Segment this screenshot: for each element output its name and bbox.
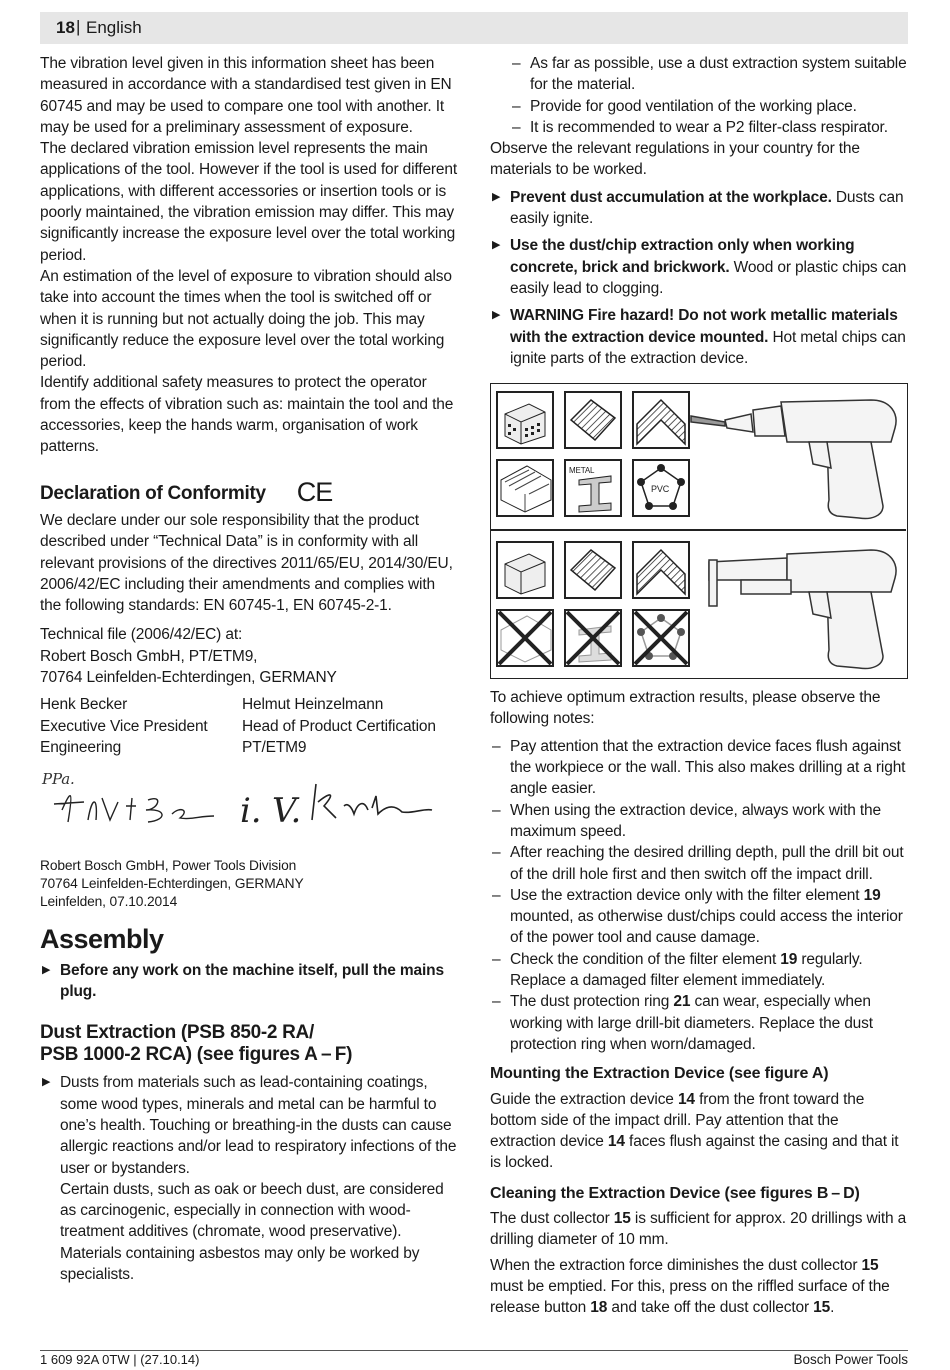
- pvc-prohibited-icon: [633, 610, 689, 666]
- stone-icon: [565, 392, 621, 448]
- wood-prohibited-icon: [497, 610, 553, 666]
- assembly-heading: Assembly: [40, 923, 164, 954]
- dust-note-ventilation: – Provide for good ventilation of the working place.: [490, 96, 908, 117]
- warning-bullet-dust-accumulation: [490, 187, 908, 230]
- conformity-heading-text: Declaration of Conformity: [40, 482, 266, 504]
- wood-icon: [497, 460, 553, 516]
- address-line-2: 70764 Leinfelden-Echterdingen, GERMANY: [40, 875, 304, 891]
- brick-icon: [497, 542, 553, 598]
- dust-health-text: ▶ Dusts from materials such as lead-containing coatings, some wood types, minerals and metal can be harmful to one’s health. Touching or breathing-in the dusts can cause allergic reactions and/or lead to respiratory infections of the user or bystanders.: [60, 1074, 457, 1177]
- page-number: 18: [56, 18, 75, 37]
- part-number: 14: [607, 1133, 625, 1151]
- vibration-paragraph-4: Identify additional safety measures to protect the operator from the effects of vibration such as: maintain the tool and the accessories, keep the hands warm, organisation of work patterns.: [40, 374, 454, 456]
- text: from the front toward the bottom side of the impact drill. Pay attention that the extraction device: [490, 1090, 865, 1151]
- metal-icon: [565, 460, 621, 516]
- bullet-bold: WARNING Fire hazard! Do not work metallic materials with the extraction device mounted.: [510, 307, 898, 346]
- signatory-title: Engineering: [40, 738, 122, 756]
- cleaning-text-2: [490, 1255, 908, 1319]
- warning-bullet-fire-hazard: [490, 305, 908, 369]
- dust-extraction-heading: [40, 1022, 458, 1066]
- part-number: 15: [613, 1209, 631, 1227]
- mounting-heading: Mounting the Extraction Device (see figure A): [490, 1065, 829, 1083]
- note-text: Use the extraction device only with the filter element: [510, 886, 864, 904]
- handwritten-signatures: [40, 762, 458, 842]
- text: When the extraction force diminishes the dust collector: [490, 1256, 862, 1274]
- bullet-bold: Use the dust/chip extraction only when working concrete, brick and brickwork.: [510, 237, 855, 276]
- bullet-text: Wood or plastic chips can easily lead to clogging.: [510, 258, 907, 297]
- dust-note-extraction: – As far as possible, use a dust extraction system suitable for the material.: [490, 53, 908, 96]
- header-separator: |: [76, 17, 81, 36]
- stone-icon: [565, 542, 621, 598]
- conformity-text: We declare under our sole responsibility that the product described under “Technical Data” is in conformity with all relevant provisions of the directives 2011/65/EU, 2014/30/EU, 2006/42/EC including their amendments and complies with the following standards: EN 60745-1, EN 60745-2-1.: [40, 511, 453, 615]
- text: and take off the dust collector: [607, 1299, 814, 1317]
- part-number: 18: [590, 1299, 608, 1317]
- vibration-paragraph-2: The declared vibration emission level represents the main applications of the tool. However if the tool is used for different applications, with different accessories or insertion tools or is poorly maintained, the vibration emission may differ. This may significantly increase the exposure level over the total working period.: [40, 140, 458, 264]
- dust-note-respirator: – It is recommended to wear a P2 filter-class respirator.: [490, 117, 908, 138]
- signatories: [40, 694, 458, 758]
- right-column: [490, 53, 908, 1318]
- footer-document-id: 1 609 92A 0TW | (27.10.14): [40, 1352, 200, 1367]
- part-number: 21: [673, 993, 691, 1011]
- signatory-2: [242, 694, 444, 758]
- text: faces flush against the casing and that it is locked.: [490, 1133, 899, 1172]
- text: must be emptied. For this, press on the riffled surface of the release button: [490, 1277, 890, 1317]
- text: .: [830, 1299, 835, 1317]
- conformity-heading: [40, 476, 458, 507]
- bullet-text: Dusts can easily ignite.: [510, 188, 904, 228]
- material-figure: [490, 383, 908, 679]
- part-number: 19: [780, 950, 798, 968]
- note-drill-depth: – After reaching the desired drilling depth, pull the drill bit out of the drill hole first and then switch off the impact drill.: [490, 842, 908, 885]
- note-flush: – Pay attention that the extraction device faces flush against the workpiece or the wall. This also makes drilling at a right angle easier.: [490, 736, 908, 800]
- address-line-3: Leinfelden, 07.10.2014: [40, 893, 178, 909]
- part-number: 19: [863, 886, 881, 904]
- cleaning-text-1: [490, 1208, 908, 1251]
- note-text: The dust protection ring: [510, 993, 674, 1011]
- note-text: can wear, especially when working with large drill-bit diameters. Replace the dust protection ring when worn/damaged.: [510, 993, 873, 1053]
- pvc-label: PVC: [651, 484, 670, 495]
- tile-icon: [633, 542, 689, 598]
- signatory-name: Helmut Heinzelmann: [242, 696, 384, 714]
- part-number: 15: [861, 1256, 879, 1274]
- address-line-1: Robert Bosch GmbH, Power Tools Division: [40, 857, 297, 873]
- vibration-paragraph-1: The vibration level given in this information sheet has been measured in accordance with a standardised test given in EN 60745 and may be used to compare one tool with another. It may be used for a preliminary assessment of exposure.: [40, 55, 452, 136]
- vibration-paragraph-3: An estimation of the level of exposure to vibration should also take into account the times when the tool is switched off or when it is running but not actually doing the job. This may significantly reduce the exposure level over the total working period.: [40, 267, 452, 371]
- note-text: mounted, as otherwise dust/chips could access the interior of the power tool and cause damage.: [510, 908, 903, 947]
- metal-label: METAL: [569, 466, 595, 476]
- company-address: [40, 857, 458, 911]
- bullet-bold: Prevent dust accumulation at the workplace.: [510, 188, 832, 206]
- dust-heading-line-2: PSB 1000-2 RCA) (see figures A – F): [40, 1044, 353, 1066]
- impact-drill-icon: [691, 400, 896, 519]
- drill-with-extraction-device-icon: [709, 550, 896, 669]
- dust-heading-line-1: Dust Extraction (PSB 850-2 RA/: [40, 1022, 314, 1044]
- technical-file: [40, 624, 458, 688]
- extraction-intro: To achieve optimum extraction results, please observe the following notes:: [490, 689, 881, 728]
- footer-brand: Bosch Power Tools: [793, 1352, 908, 1367]
- regulations-text: Observe the relevant regulations in your country for the materials to be worked.: [490, 140, 860, 179]
- note-text: regularly. Replace a damaged filter element immediately.: [510, 950, 863, 990]
- signatory-title: Executive Vice President: [40, 717, 208, 735]
- footer-divider: [40, 1350, 908, 1351]
- technical-file-line-3: 70764 Leinfelden-Echterdingen, GERMANY: [40, 669, 337, 687]
- tile-icon: [633, 392, 689, 448]
- iv-mark: i. V.: [240, 791, 302, 832]
- assembly-warning-bullet: ▶ Before any work on the machine itself, pull the mains plug.: [40, 960, 458, 1003]
- note-dust-ring: [490, 991, 908, 1055]
- extraction-notes-list: [490, 736, 908, 1055]
- signatory-title: Head of Product Certification: [242, 717, 436, 735]
- pvc-icon: [633, 460, 689, 516]
- left-column: [40, 53, 458, 1285]
- dust-health-bullet: [40, 1072, 458, 1285]
- dust-carcinogenic-text: Certain dusts, such as oak or beech dust, are considered as carcinogenic, especially in connection with wood-treatment additives (chromate, wood preservative). Materials containing asbestos may only be worked by specialists.: [60, 1180, 444, 1284]
- bullet-text: Hot metal chips can ignite parts of the extraction device.: [510, 328, 906, 367]
- mounting-text: [490, 1089, 908, 1174]
- note-filter-element: [490, 885, 908, 949]
- signatory-name: Henk Becker: [40, 696, 128, 714]
- note-text: Check the condition of the filter element: [510, 950, 781, 968]
- text: Guide the extraction device: [490, 1090, 678, 1108]
- warning-bullet-extraction-materials: [490, 235, 908, 299]
- page-language: English: [86, 18, 142, 37]
- note-check-filter: [490, 949, 908, 992]
- signatory-1: [40, 694, 242, 758]
- technical-file-line-1: Technical file (2006/42/EC) at:: [40, 626, 243, 644]
- technical-file-line-2: Robert Bosch GmbH, PT/ETM9,: [40, 647, 258, 665]
- note-max-speed: – When using the extraction device, always work with the maximum speed.: [490, 800, 908, 843]
- text: is sufficient for approx. 20 drillings with a drilling diameter of 10 mm.: [490, 1209, 907, 1249]
- metal-prohibited-icon: [565, 610, 621, 666]
- text: The dust collector: [490, 1209, 614, 1227]
- ce-mark-icon: CE: [296, 476, 333, 507]
- signatory-title: PT/ETM9: [242, 738, 307, 756]
- page-header: [40, 12, 908, 44]
- part-number: 14: [677, 1090, 695, 1108]
- ppa-mark: PPa.: [42, 770, 75, 789]
- part-number: 15: [813, 1299, 831, 1317]
- brick-icon: [497, 392, 553, 448]
- material-diagram: [491, 384, 906, 677]
- cleaning-heading: Cleaning the Extraction Device (see figures B – D): [490, 1184, 860, 1202]
